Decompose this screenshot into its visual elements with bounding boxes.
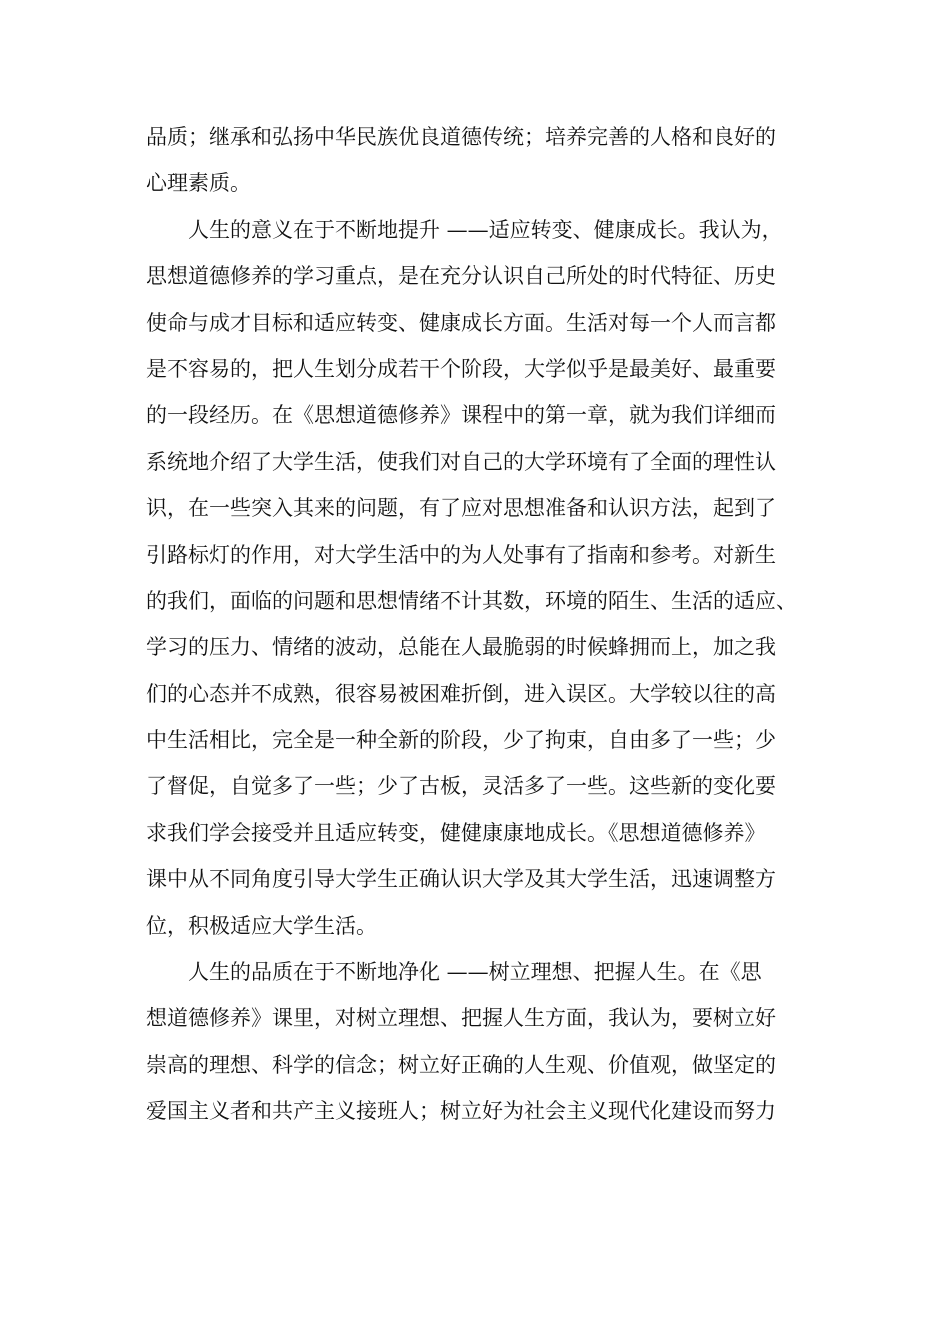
text-line: 系统地介绍了大学生活，使我们对自己的大学环境有了全面的理性认	[146, 449, 776, 474]
text-line: 使命与成才目标和适应转变、健康成长方面。生活对每一个人而言都	[146, 310, 776, 335]
text-line: 学习的压力、情绪的波动，总能在人最脆弱的时候蜂拥而上，加之我	[146, 635, 776, 660]
paragraph-start-line: 人生的品质在于不断地净化 ——树立理想、把握人生。在《思	[188, 960, 762, 985]
text-line: 的一段经历。在《思想道德修养》课程中的第一章，就为我们详细而	[146, 403, 776, 428]
text-line: 位，积极适应大学生活。	[146, 913, 377, 938]
text-line: 中生活相比，完全是一种全新的阶段，少了拘束，自由多了一些；少	[146, 728, 776, 753]
text-line: 们的心态并不成熟，很容易被困难折倒，进入误区。大学较以往的高	[146, 681, 776, 706]
text-line: 品质；继承和弘扬中华民族优良道德传统；培养完善的人格和良好的	[146, 125, 776, 149]
text-line: 的我们，面临的问题和思想情绪不计其数，环境的陌生、生活的适应、	[146, 588, 797, 613]
text-line: 爱国主义者和共产主义接班人；树立好为社会主义现代化建设而努力	[146, 1099, 776, 1124]
text-line: 求我们学会接受并且适应转变，健健康康地成长。《思想道德修养》	[146, 820, 766, 845]
text-line: 识，在一些突入其来的问题，有了应对思想准备和认识方法，起到了	[146, 496, 776, 521]
paragraph-start-line: 人生的意义在于不断地提升 ——适应转变、健康成长。我认为，	[188, 217, 783, 242]
body-text	[146, 114, 810, 1135]
text-line: 引路标灯的作用，对大学生活中的为人处事有了指南和参考。对新生	[146, 542, 776, 567]
text-line: 心理素质。	[146, 171, 251, 196]
text-line: 崇高的理想、科学的信念；树立好正确的人生观、价值观，做坚定的	[146, 1052, 776, 1077]
text-line: 是不容易的，把人生划分成若干个阶段，大学似乎是最美好、最重要	[146, 356, 776, 381]
text-line: 想道德修养》课里，对树立理想、把握人生方面，我认为，要树立好	[146, 1006, 776, 1031]
text-line: 课中从不同角度引导大学生正确认识大学及其大学生活，迅速调整方	[146, 867, 776, 892]
text-line: 思想道德修养的学习重点，是在充分认识自己所处的时代特征、历史	[146, 264, 776, 289]
text-line: 了督促，自觉多了一些；少了古板，灵活多了一些。这些新的变化要	[146, 774, 776, 799]
